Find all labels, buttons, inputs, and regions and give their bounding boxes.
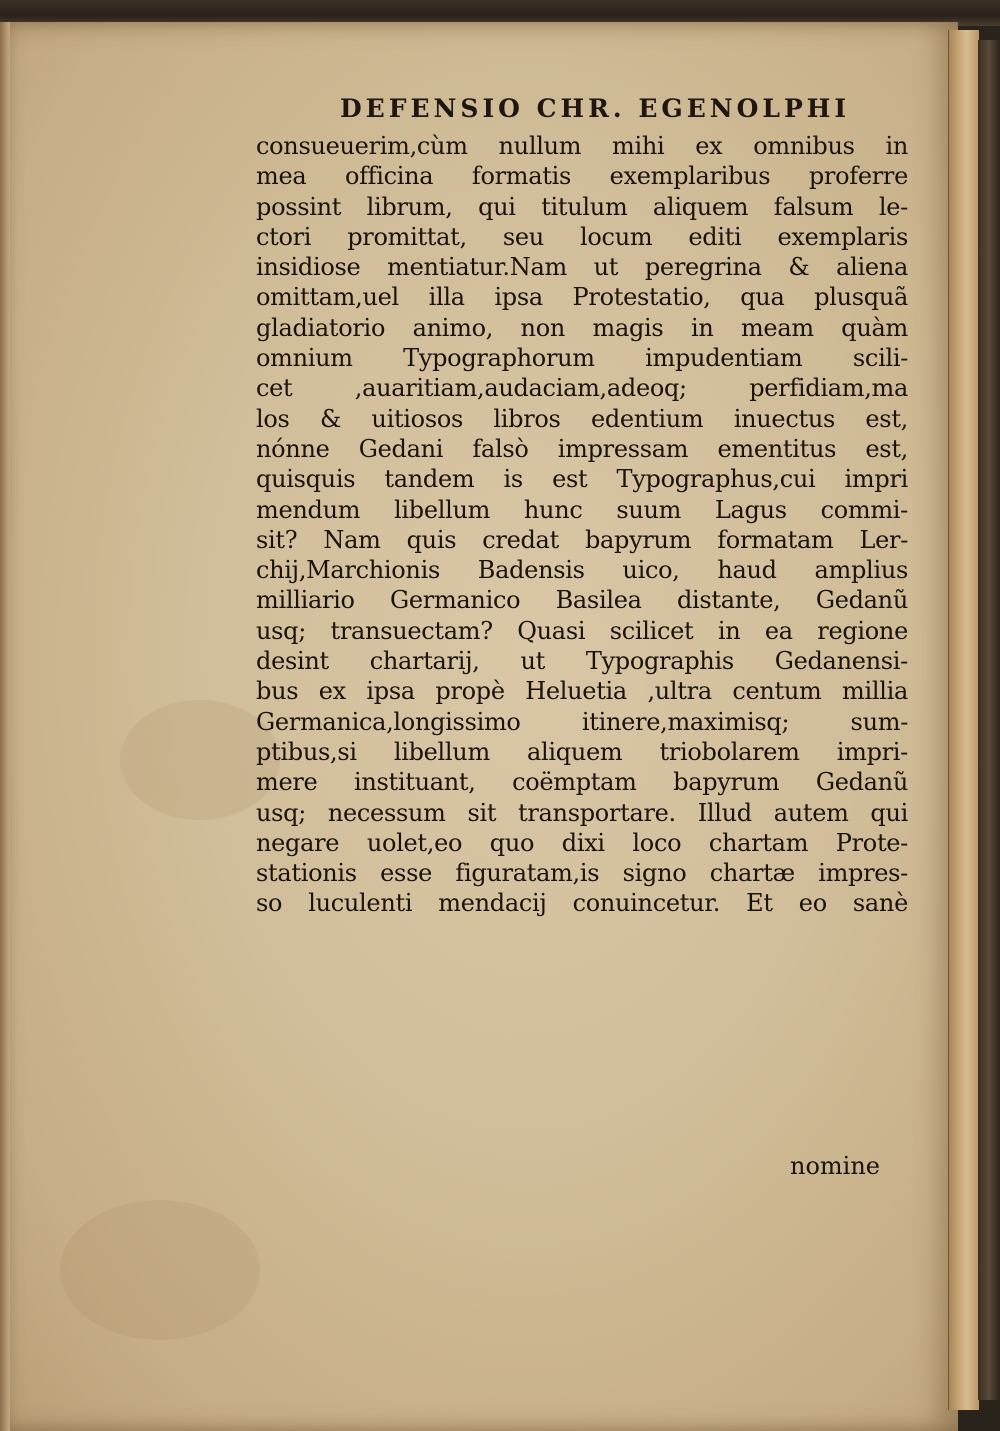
- text-line: insidiose mentiatur.Nam ut peregrina & aliena: [256, 253, 908, 282]
- text-line: mere instituant, coëmptam bapyrum Gedanũ: [256, 768, 908, 797]
- running-head: DEFENSIO CHR. EGENOLPHI: [340, 94, 851, 123]
- text-line: omittam,uel illa ipsa Protestatio, qua plusquã: [256, 283, 908, 312]
- adjacent-page-edge: [948, 30, 979, 1410]
- page-gutter-edge: [0, 22, 10, 1431]
- text-line: quisquis tandem is est Typographus,cui impri: [256, 465, 908, 494]
- text-line: cet ,auaritiam,audaciam,adeoq; perfidiam,ma: [256, 374, 908, 403]
- text-line: bus ex ipsa propè Heluetia ,ultra centum millia: [256, 677, 908, 706]
- text-line: negare uolet,eo quo dixi loco chartam Prote-: [256, 828, 908, 857]
- text-line: Germanica,longissimo itinere,maximisq; sum-: [256, 707, 908, 736]
- text-line: ptibus,si libellum aliquem triobolarem impri-: [256, 737, 908, 766]
- text-line: los & uitiosos libros edentium inuectus est,: [256, 404, 908, 433]
- text-line: consueuerim,cùm nullum mihi ex omnibus in: [256, 132, 908, 160]
- text-line: usq; transuectam? Quasi scilicet in ea regione: [256, 616, 908, 645]
- text-line: sit? Nam quis credat bapyrum formatam Ler-: [256, 525, 908, 554]
- text-line: gladiatorio animo, non magis in meam quàm: [256, 313, 908, 342]
- text-line: mendum libellum hunc suum Lagus commi-: [256, 495, 908, 524]
- text-line: milliario Germanico Basilea distante, Gedanũ: [256, 586, 908, 615]
- text-line: omnium Typographorum impudentiam scili-: [256, 344, 908, 373]
- text-line: mea officina formatis exemplaribus proferre: [256, 162, 908, 191]
- text-line: chij,Marchionis Badensis uico, haud amplius: [256, 556, 908, 585]
- text-line: ctori promittat, seu locum editi exemplaris: [256, 222, 908, 251]
- catchword: nomine: [790, 1152, 880, 1180]
- text-line: usq; necessum sit transportare. Illud autem qui: [256, 798, 908, 827]
- text-line: stationis esse figuratam,is signo chartæ impres-: [256, 859, 908, 888]
- text-line: so luculenti mendacij conuincetur. Et eo sanè: [256, 889, 908, 918]
- paper-stain: [60, 1200, 260, 1340]
- text-line: nónne Gedani falsò impressam ementitus est,: [256, 434, 908, 463]
- book-cover-edge: [978, 40, 1000, 1400]
- text-line: desint chartarij, ut Typographis Gedanensi-: [256, 647, 908, 676]
- body-text: [256, 131, 908, 919]
- text-line: possint librum, qui titulum aliquem falsum le-: [256, 192, 908, 221]
